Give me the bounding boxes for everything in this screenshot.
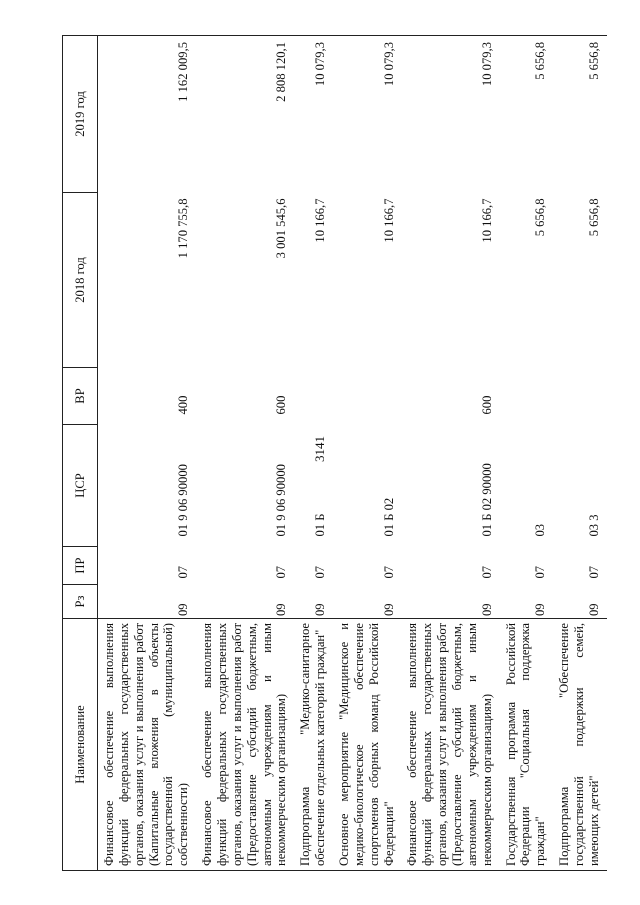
- row-csr: 01 Б 02: [381, 497, 396, 537]
- row-name: Основное мероприятие "Медицинское и медико-биологическое обеспечение спортсменов сборных команд Российской Федерации": [333, 619, 401, 871]
- table-row: [196, 36, 294, 871]
- row-name: Подпрограмма "Медико-санитарное обеспечение отдельных категорий граждан": [294, 619, 333, 871]
- table-row: [401, 36, 499, 871]
- row-2018: 10 166,7: [381, 198, 396, 243]
- row-pr: 07: [533, 565, 548, 579]
- row-rz: 09: [313, 603, 328, 616]
- row-name: Финансовое обеспечение выполнения функций федеральных государственных органов, оказания услуг и выполнения работ (Предоставление субсидий бюджетным, автономным учреждениям и иным некоммерческим организациям): [196, 619, 294, 871]
- header-vr: ВР: [63, 368, 98, 425]
- row-pr: 07: [479, 565, 494, 579]
- table-header-row: [63, 36, 98, 871]
- row-2019: 10 079,3: [333, 36, 401, 193]
- header-name: Наименование: [63, 619, 98, 871]
- row-pr: 07: [586, 565, 601, 579]
- row-name: Финансовое обеспечение выполнения функций федеральных государственных органов, оказания услуг и выполнения работ (Капитальные вложения в объекты государственной (муниципальной) собственности): [98, 619, 197, 871]
- row-name: Финансовое обеспечение выполнения функций федеральных государственных органов, оказания услуг и выполнения работ (Предоставление субсидий бюджетным, автономным учреждениям и иным некоммерческим организациям): [401, 619, 499, 871]
- row-2018: 5 656,8: [586, 198, 601, 237]
- row-csr: 01 9 06 90000: [274, 464, 289, 537]
- row-rz: 09: [176, 603, 191, 616]
- row-csr: 01 Б 02 90000: [479, 463, 494, 537]
- row-2019: 2 808 120,1: [196, 36, 294, 193]
- table-row: [294, 36, 333, 871]
- header-2019: 2019 год: [63, 36, 98, 193]
- row-pr: 07: [313, 565, 328, 579]
- table-row: [98, 36, 197, 871]
- row-name: Государственная программа Российской Федерации "Социальная поддержка граждан": [500, 619, 554, 871]
- row-2018: 10 166,7: [313, 198, 328, 243]
- table-row: [500, 36, 554, 871]
- row-2019: 10 079,3: [401, 36, 499, 193]
- header-rz: Рз: [63, 585, 98, 619]
- row-vr: [553, 368, 607, 425]
- row-csr: 03: [533, 523, 548, 537]
- row-2019: 10 079,3: [294, 36, 333, 193]
- row-csr: 03 3: [586, 514, 601, 537]
- row-pr: 07: [274, 565, 289, 579]
- row-rz: 09: [479, 603, 494, 616]
- row-vr: 600: [274, 395, 289, 415]
- row-vr: 400: [176, 395, 191, 415]
- page-number: 3141: [312, 436, 327, 462]
- row-vr: 600: [479, 395, 494, 415]
- row-vr: [333, 368, 401, 425]
- row-2019: 5 656,8: [500, 36, 554, 193]
- row-2018: 10 166,7: [479, 198, 494, 243]
- row-pr: 07: [381, 565, 396, 579]
- row-vr: [500, 368, 554, 425]
- header-2018: 2018 год: [63, 193, 98, 368]
- row-2018: 3 001 545,6: [274, 198, 289, 259]
- row-2019: 1 162 009,5: [98, 36, 197, 193]
- row-name: Подпрограмма "Обеспечение государственной поддержки семей, имеющих детей": [553, 619, 607, 871]
- row-rz: 09: [274, 603, 289, 616]
- row-2018: 5 656,8: [533, 198, 548, 237]
- header-pr: ПР: [63, 547, 98, 585]
- budget-table-rotated: [62, 36, 601, 871]
- row-pr: 07: [176, 565, 191, 579]
- table-row: [553, 36, 607, 871]
- budget-table: [62, 35, 607, 871]
- row-csr: 01 Б: [313, 513, 328, 537]
- header-csr: ЦСР: [63, 425, 98, 547]
- row-2018: 1 170 755,8: [176, 198, 191, 259]
- table-row: [333, 36, 401, 871]
- row-rz: 09: [586, 603, 601, 616]
- row-vr: [294, 368, 333, 425]
- row-2019: 5 656,8: [553, 36, 607, 193]
- row-csr: 01 9 06 90000: [176, 464, 191, 537]
- row-rz: 09: [533, 603, 548, 616]
- row-rz: 09: [381, 603, 396, 616]
